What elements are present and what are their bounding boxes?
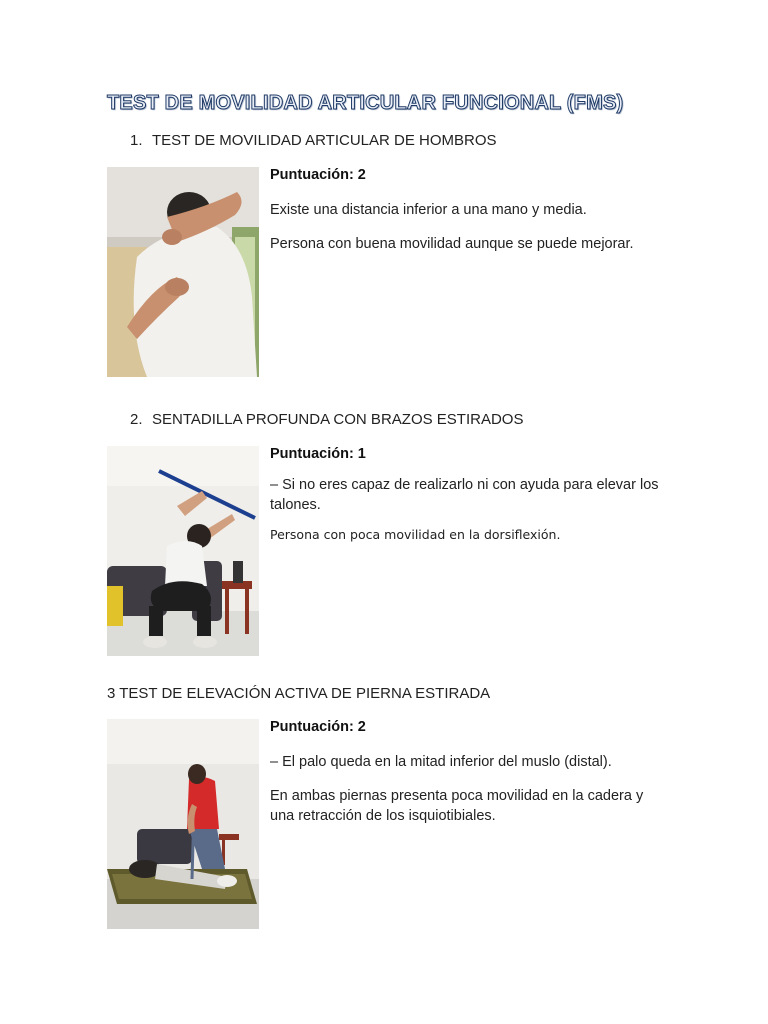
- section-1-heading-text: TEST DE MOVILIDAD ARTICULAR DE HOMBROS: [152, 132, 497, 149]
- section-1-paragraph-1: Existe una distancia inferior a una mano y media.: [270, 202, 587, 218]
- section-3-heading: 3 TEST DE ELEVACIÓN ACTIVA DE PIERNA ESTIRADA: [107, 685, 491, 702]
- section-3-score: Puntuación: 2: [270, 719, 366, 735]
- section-2-number: 2.: [130, 411, 143, 428]
- section-2-text: [270, 446, 670, 545]
- section-1-text: [270, 167, 670, 254]
- section-2-heading-text: SENTADILLA PROFUNDA CON BRAZOS ESTIRADOS: [152, 411, 524, 428]
- section-1-paragraph-2: Persona con buena movilidad aunque se puede mejorar.: [270, 236, 634, 252]
- section-1-number: 1.: [130, 132, 143, 149]
- section-3-paragraph-1: – El palo queda en la mitad inferior del muslo (distal).: [270, 754, 612, 770]
- section-3-text: [270, 719, 670, 826]
- section-3-paragraph-2: En ambas piernas presenta poca movilidad en la cadera y una retracción de los isquiotibiales.: [270, 788, 644, 824]
- section-1-heading: [130, 132, 497, 149]
- section-2-paragraph-2: Persona con poca movilidad en la dorsiflexión.: [270, 527, 561, 542]
- deep-squat-photo: [107, 446, 259, 656]
- section-2-heading: [130, 411, 523, 428]
- active-leg-raise-photo: [107, 719, 259, 929]
- section-2-paragraph-1: – Si no eres capaz de realizarlo ni con ayuda para elevar los talones.: [270, 477, 659, 513]
- shoulder-mobility-photo: [107, 167, 259, 377]
- section-2-score: Puntuación: 1: [270, 446, 366, 462]
- document-title: TEST DE MOVILIDAD ARTICULAR FUNCIONAL (FMS): [107, 92, 624, 114]
- section-1-score: Puntuación: 2: [270, 167, 366, 183]
